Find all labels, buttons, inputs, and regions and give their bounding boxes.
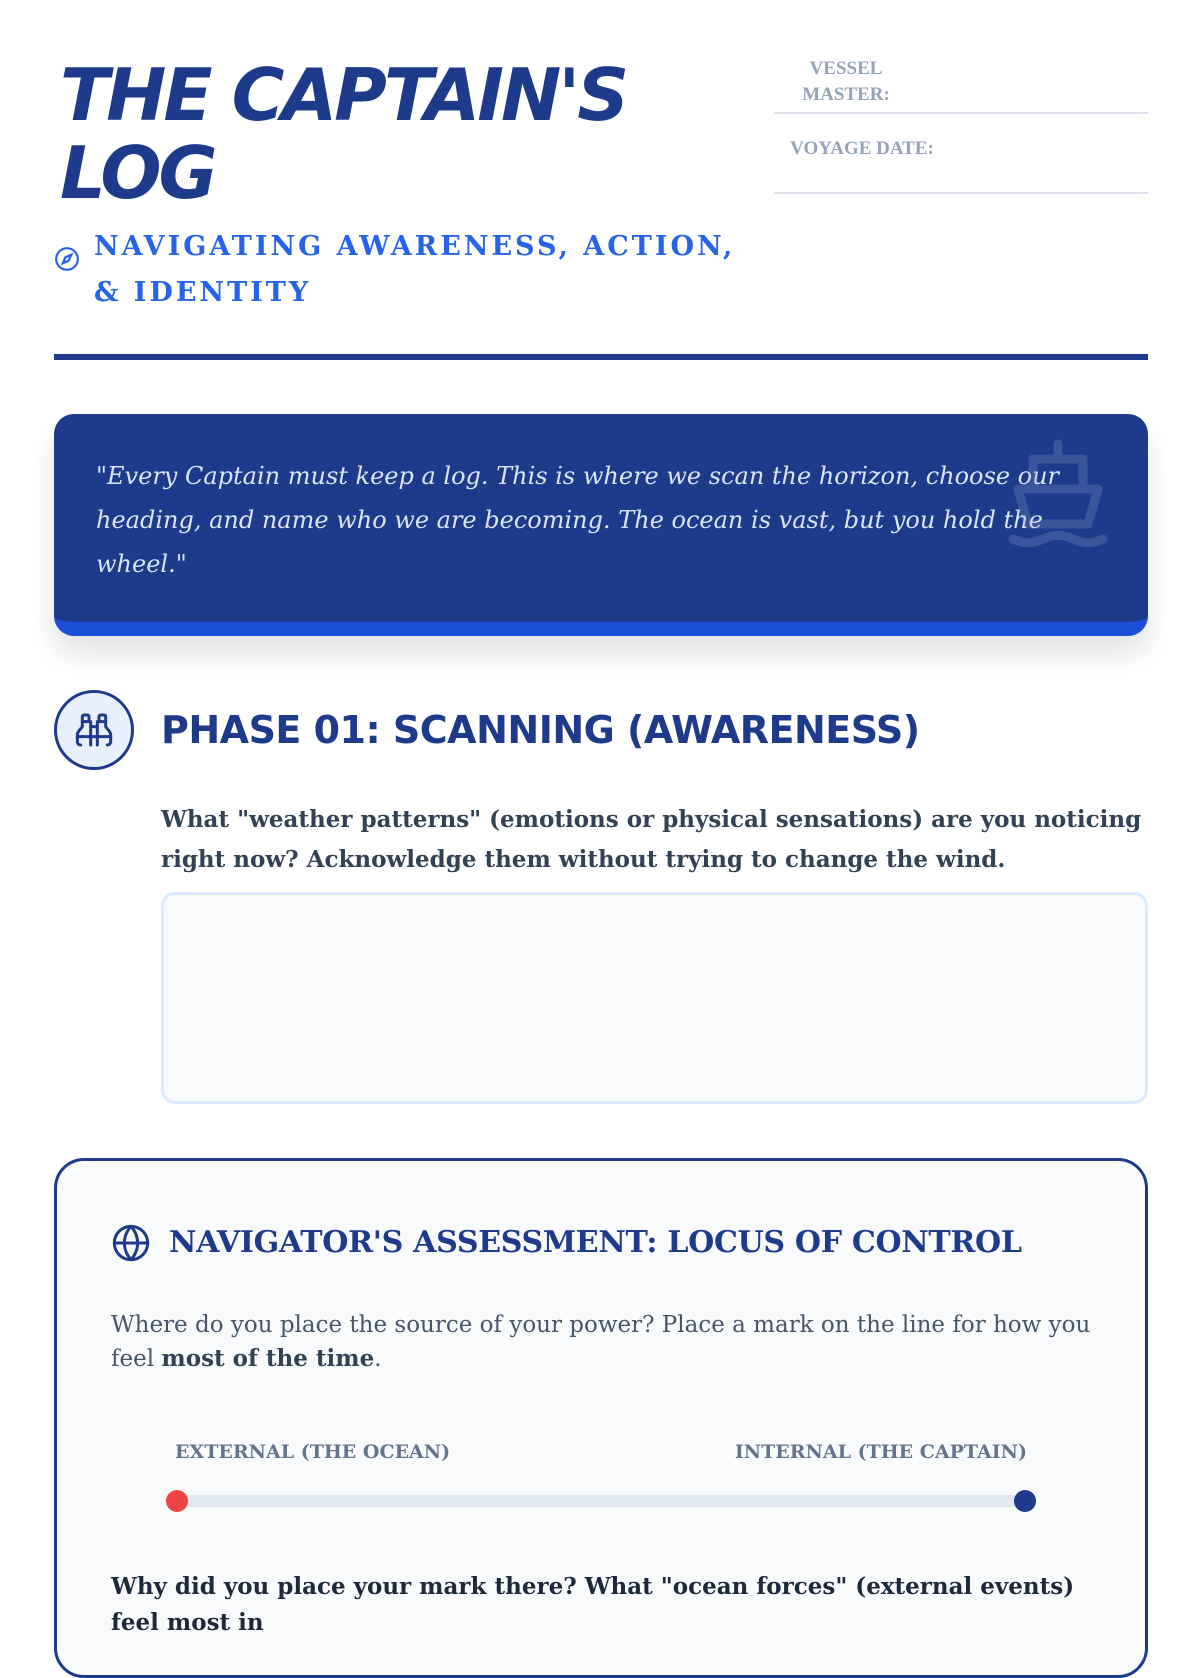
scale-endpoint-internal — [1014, 1490, 1036, 1512]
assessment-followup-question: Why did you place your mark there? What "ocean forces" (external events) feel most in — [111, 1573, 1075, 1636]
scale-endpoint-external — [166, 1490, 188, 1512]
voyage-date-field[interactable] — [774, 136, 1148, 216]
vessel-master-line[interactable] — [774, 112, 1148, 114]
scale-label-external: EXTERNAL (THE OCEAN) — [175, 1441, 451, 1463]
locus-scale-track[interactable] — [175, 1495, 1025, 1507]
voyage-date-line[interactable] — [774, 192, 1148, 194]
assessment-description-lead: Where do you place the source of your power? Place a mark on the line for how you feel — [111, 1312, 1091, 1372]
phase-title: PHASE 01: SCANNING (AWARENESS) — [161, 708, 920, 752]
awareness-answer-box[interactable] — [161, 892, 1148, 1104]
assessment-description — [111, 1309, 1111, 1376]
phase-icon-badge — [54, 690, 134, 770]
locus-assessment-card — [54, 1158, 1148, 1678]
assessment-description-tail: . — [374, 1346, 382, 1372]
binoculars-icon — [74, 710, 114, 750]
header-divider — [54, 354, 1148, 360]
subtitle-row — [54, 224, 774, 316]
assessment-description-emphasis: most of the time — [161, 1345, 375, 1372]
page-header — [54, 53, 1148, 362]
ship-icon — [998, 434, 1118, 554]
compass-icon — [54, 246, 80, 272]
globe-icon — [111, 1223, 151, 1263]
assessment-title: NAVIGATOR'S ASSESSMENT: LOCUS OF CONTROL — [169, 1225, 1022, 1260]
log-meta-fields — [774, 56, 1148, 216]
quote-card — [54, 414, 1148, 636]
assessment-header — [111, 1223, 1022, 1263]
quote-text: "Every Captain must keep a log. This is where we scan the horizon, choose our heading, and name who we are becoming. The ocean is vast, but you hold the wheel." — [96, 462, 1060, 578]
vessel-master-label: VESSEL MASTER: — [802, 58, 890, 105]
page-subtitle: NAVIGATING AWARENESS, ACTION, & IDENTITY — [94, 231, 736, 308]
phase-question: What "weather patterns" (emotions or physical sensations) are you noticing right now? Acknowledge them without trying to change the wind. — [161, 806, 1142, 873]
page-title: THE CAPTAIN'S LOG — [60, 53, 627, 215]
voyage-date-label: VOYAGE DATE: — [790, 138, 934, 159]
scale-label-internal: INTERNAL (THE CAPTAIN) — [734, 1441, 1027, 1463]
vessel-master-field[interactable] — [774, 56, 1148, 136]
